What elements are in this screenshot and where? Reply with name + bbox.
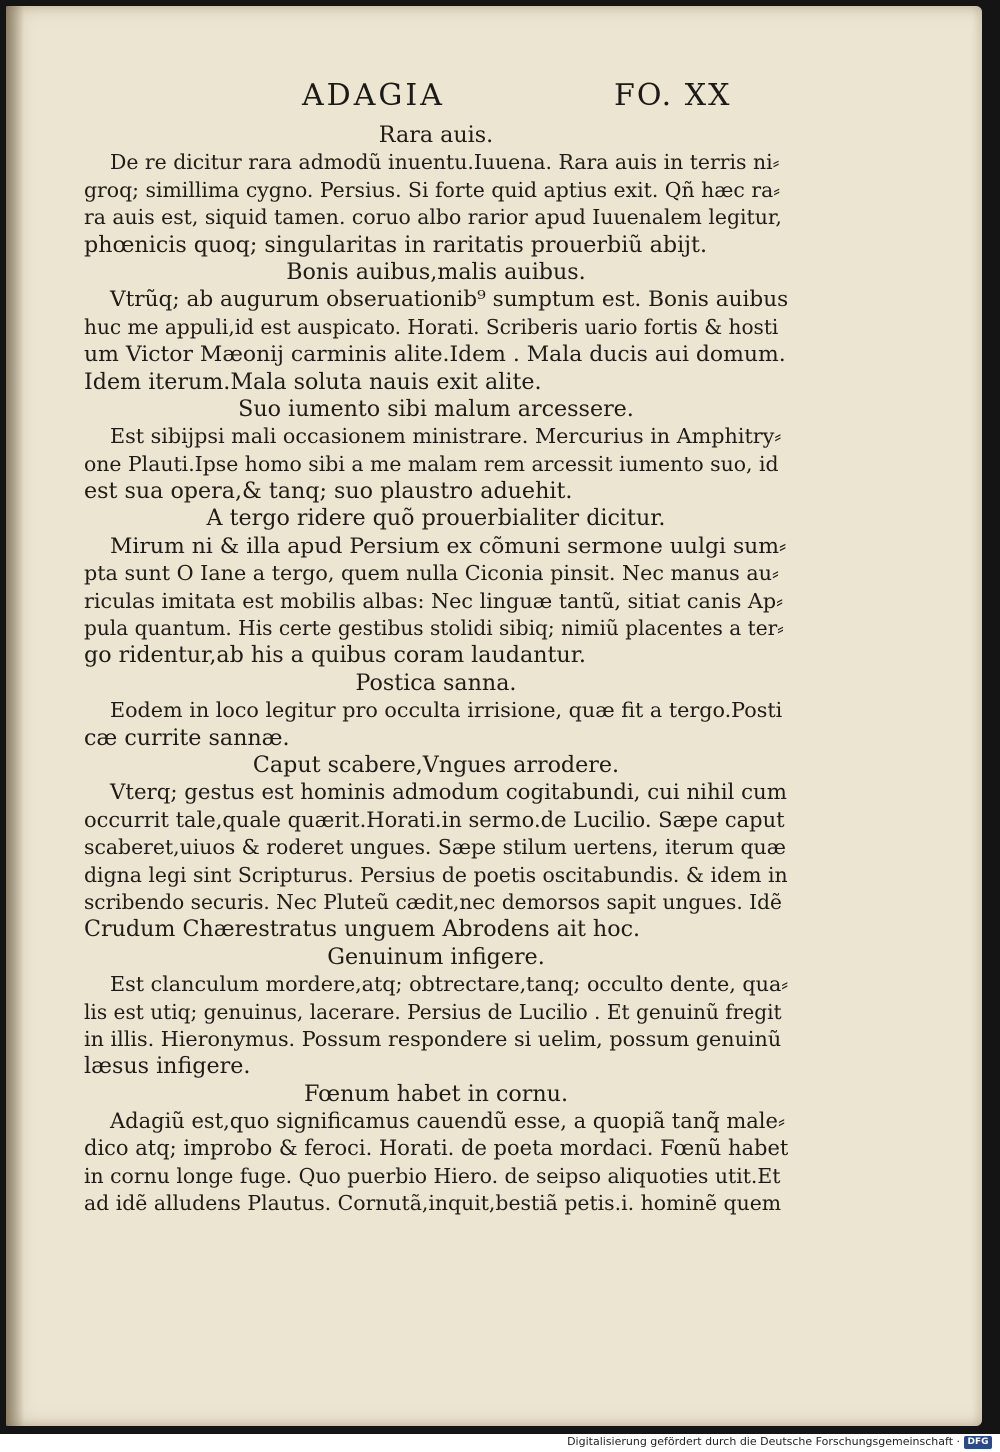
text-line: cæ currite sannæ. [84,724,290,751]
adage-heading: Caput scabere,Vngues arrodere. [252,751,620,778]
text-line: riculas imitata est mobilis albas: Nec linguæ tantũ, sitiat canis Ap⸗ [84,588,783,613]
text-line: dico atq; improbo & feroci. Horati. de poeta mordaci. Fœnũ habet [84,1136,788,1161]
text-line: pta sunt O Iane a tergo, quem nulla Ciconia pinsit. Nec manus au⸗ [84,561,779,586]
text-line: Vterq; gestus est hominis admodum cogitabundi, cui nihil cum [110,780,787,806]
text-line: occurrit tale,quale quærit.Horati.in sermo.de Lucilio. Sæpe caput [84,807,785,832]
text-line: De re dicitur rara admodũ inuentu.Iuuena. Rara auis in terris ni⸗ [110,150,780,175]
text-line: scribendo securis. Nec Pluteũ cædit,nec demorsos sapit ungues. Idẽ [84,889,782,914]
page-text-block [84,122,788,1218]
text-line: um Victor Mæonij carminis alite.Idem . Mala ducis aui domum. [84,342,786,368]
adage-heading: Postica sanna. [355,669,517,696]
text-line: digna legi sint Scripturus. Persius de poetis oscitabundis. & idem in [84,862,788,887]
text-line: phœnicis quoq; singularitas in raritatis prouerbiũ abijt. [84,231,708,258]
funding-credit: Digitalisierung gefördert durch die Deutsche Forschungsgemeinschaft · [567,1435,960,1448]
adage-heading: Suo iumento sibi malum arcessere. [238,395,634,422]
text-line: lis est utiq; genuinus, lacerare. Persius de Lucilio . Et genuinũ fregit [84,999,782,1024]
running-title: ADAGIA [302,78,445,113]
text-line: ra auis est, siquid tamen. coruo albo rarior apud Iuuenalem legitur, [84,205,782,230]
text-line: Vtrũq; ab augurum obseruationib⁹ sumptum est. Bonis auibus [110,287,788,313]
page-gutter-shadow [6,6,24,1426]
text-line: in cornu longe fuge. Quo puerbio Hiero. de seipso aliquoties utit.Et [84,1163,781,1188]
text-line: go ridentur,ab his a quibus coram laudantur. [84,642,586,669]
adage-heading: A tergo ridere quõ prouerbialiter dicitur. [206,505,666,532]
text-line: Est clanculum mordere,atq; obtrectare,tanq; occulto dente, qua⸗ [110,972,788,997]
adage-heading: Fœnum habet in cornu. [303,1080,569,1107]
text-line: Idem iterum.Mala soluta nauis exit alite. [84,368,542,395]
text-line: læsus infigere. [84,1053,251,1080]
digitization-footer [0,1434,1000,1452]
book-page [6,6,982,1426]
adage-heading: Bonis auibus,malis auibus. [286,258,586,285]
folio-number: FO. XX [614,78,732,113]
text-line: groq; simillima cygno. Persius. Si forte quid aptius exit. Qñ hæc ra⸗ [84,177,781,202]
text-line: pula quantum. His certe gestibus stolidi sibiq; nimiũ placentes a ter⸗ [84,616,784,641]
dfg-logo-icon: DFG [964,1436,992,1449]
text-line: Crudum Chærestratus unguem Abrodens ait hoc. [84,916,641,943]
text-line: ad idẽ alludens Plautus. Cornutã,inquit,bestiã petis.i. hominẽ quem [84,1191,782,1216]
text-line: scaberet,uiuos & roderet ungues. Sæpe stilum uertens, iterum quæ [84,835,786,860]
text-line: huc me appuli,id est auspicato. Horati. Scriberis uario fortis & hosti [84,314,779,339]
text-line: Est sibijpsi mali occasionem ministrare. Mercurius in Amphitry⸗ [110,424,782,449]
text-line: Eodem in loco legitur pro occulta irrisione, quæ fit a tergo.Posti [110,698,783,723]
text-line: est sua opera,& tanq; suo plaustro aduehit. [84,478,573,505]
text-line: Mirum ni & illa apud Persium ex cõmuni sermone uulgi sum⸗ [110,533,787,559]
adage-heading: Rara auis. [378,122,494,148]
text-line: Adagiũ est,quo significamus cauendũ esse, a quopiã tanq̃ male⸗ [110,1109,785,1134]
text-line: one Plauti.Ipse homo sibi a me malam rem arcessit iumento suo, id [84,451,779,476]
text-line: in illis. Hieronymus. Possum respondere si uelim, possum genuinũ [84,1026,782,1051]
adage-heading: Genuinum infigere. [327,943,545,970]
